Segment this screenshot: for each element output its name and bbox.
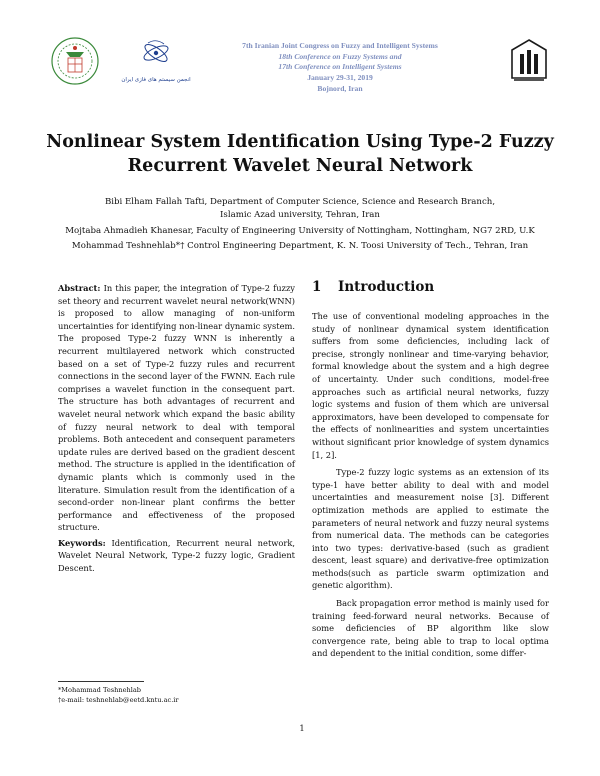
section-heading-introduction [312, 279, 434, 295]
page-number: 1 [299, 723, 305, 733]
university-logo [508, 38, 550, 84]
paper-title-line-1: Nonlinear System Identification Using Type-2 Fuzzy [46, 132, 554, 152]
abstract-label: Abstract: [58, 283, 101, 293]
author-affiliation-3: Mohammad Teshnehlab*† Control Engineering Department, K. N. Toosi University of Tech., Tehran, Iran [71, 241, 529, 251]
fuzzy-society-text: انجمن سیستم های فازی ایران [121, 77, 191, 83]
keywords-text: Identification, Recurrent neural network, Wavelet Neural Network, Type-2 fuzzy logic, Gradient Descent. [58, 537, 296, 574]
keywords-paragraph [58, 537, 295, 575]
conference-line-1 [200, 42, 480, 50]
congress-seal-logo [50, 36, 100, 86]
section-number: 1 [312, 279, 322, 295]
conference-location: Bojnord, Iran [317, 84, 363, 93]
conference-dates: January 29-31, 2019 [307, 73, 373, 82]
conference-line-3: 17th Conference on Intelligent Systems [278, 62, 402, 71]
conference-name: 7th Iranian Joint Congress on Fuzzy and Intelligent Systems [242, 41, 438, 50]
fuzzy-society-logo [118, 38, 194, 82]
abstract-paragraph [58, 282, 295, 534]
intro-paragraph-1: The use of conventional modeling approaches in the study of nonlinear dynamical system identification suffers from some deficiencies, including lack of precise, strongly nonlinear and time-varying behavior, formal knowledge about the system and a high degree of uncertainty. Under such conditions, model-free approaches such as artificial neural networks, fuzzy logic systems and fusion of them which are universal approximators, have been developed to compensate for the effects of nonlinearities and system uncertainties without significant prior knowledge of system dynamics [1, 2]. [312, 311, 549, 460]
conference-line-2: 18th Conference on Fuzzy Systems and [278, 52, 402, 61]
introduction-body [312, 310, 549, 660]
keywords-label: Keywords: [58, 537, 106, 548]
footnote-2: †e-mail: teshnehlab@eetd.kntu.ac.ir [58, 696, 179, 704]
abstract-block [58, 282, 295, 575]
abstract-text: In this paper, the integration of Type-2 fuzzy set theory and recurrent wavelet neural network(WNN) is proposed to allow managing of non-uniform uncertainties for identifying non-linear dynamic system. The proposed Type-2 fuzzy WNN is inherently a recurrent multilayered network which constructed based on a set of Type-2 fuzzy rules and recurrent connections in the second layer of the FWNN. Each rule comprises a wavelet function in the consequent part. The structure has both advantages of recurrent and wavelet neural network which expand the basic ability of fuzzy neural network to deal with temporal problems. Both antecedent and consequent parameters update rules are derived based on the gradient descent method. The structure is applied in the identification of dynamic plants which is commonly used in the literature. Simulation result from the identification of a second-order non-linear plant confirms the better performance and effectiveness of the proposed structure. [58, 283, 295, 533]
paper-title-line-2: Recurrent Wavelet Neural Network [127, 156, 473, 176]
section-title: Introduction [338, 279, 435, 295]
intro-paragraph-3: Back propagation error method is mainly used for training feed-forward neural networks. Because of some deficiencies of BP algorithm like slow convergence rate, being able to trap to local optima and dependent to the initial condition, some differ- [312, 598, 549, 659]
intro-paragraph-2: Type-2 fuzzy logic systems as an extension of its type-1 have better ability to deal with and model uncertainties and measurement noise [3]. Different optimization methods are applied to estimate the parameters of neural network and fuzzy neural systems from numerical data. The methods can be categories into two types: derivative-based (such as gradient descent, least square) and derivative-free optimization methods(such as particle swarm optimization and genetic algorithm). [312, 467, 549, 591]
footnote-1: *Mohammad Teshnehlab [58, 686, 142, 694]
footnote-rule [58, 681, 144, 682]
author-affiliation-1: Bibi Elham Fallah Tafti, Department of Computer Science, Science and Research Branch, [104, 197, 496, 207]
author-affiliation-2: Mojtaba Ahmadieh Khanesar, Faculty of Engineering University of Nottingham, Nottingham, NG7 2RD, U.K [65, 226, 535, 236]
author-affiliation-1-cont: Islamic Azad university, Tehran, Iran [220, 210, 380, 220]
paper-title [40, 130, 560, 178]
